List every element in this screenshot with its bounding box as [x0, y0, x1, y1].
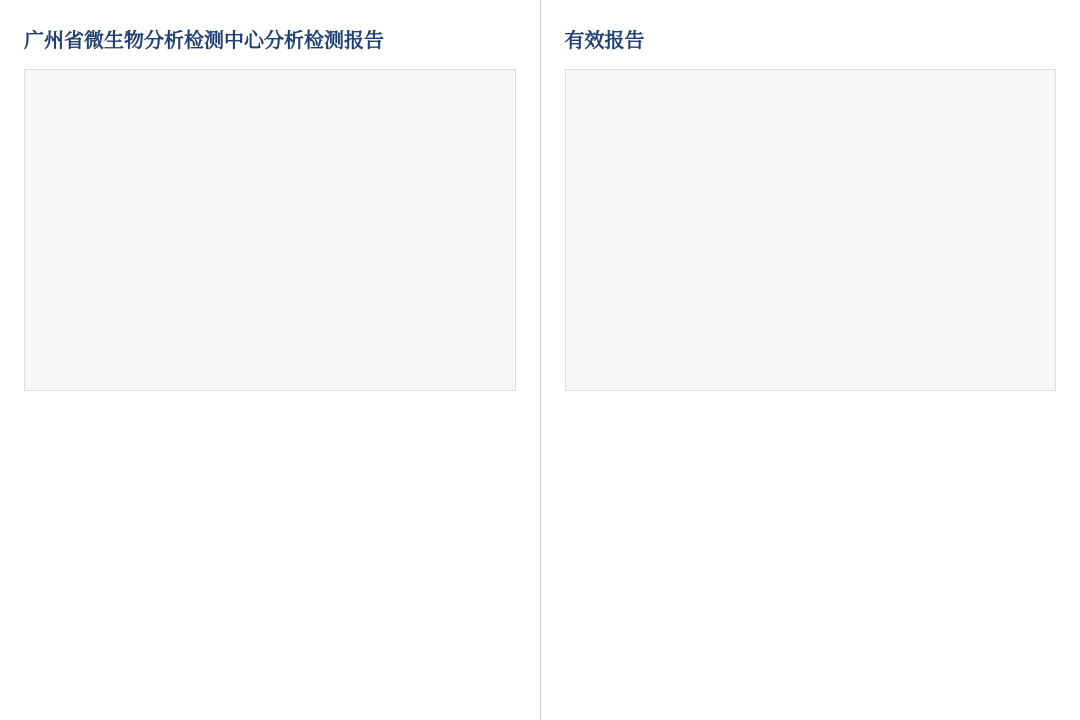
left-heading: 广州省微生物分析检测中心分析检测报告	[24, 30, 384, 52]
right-content-block	[565, 69, 1057, 391]
right-column	[540, 0, 1080, 720]
left-content-block	[24, 69, 516, 391]
right-heading: 有效报告	[564, 30, 645, 52]
